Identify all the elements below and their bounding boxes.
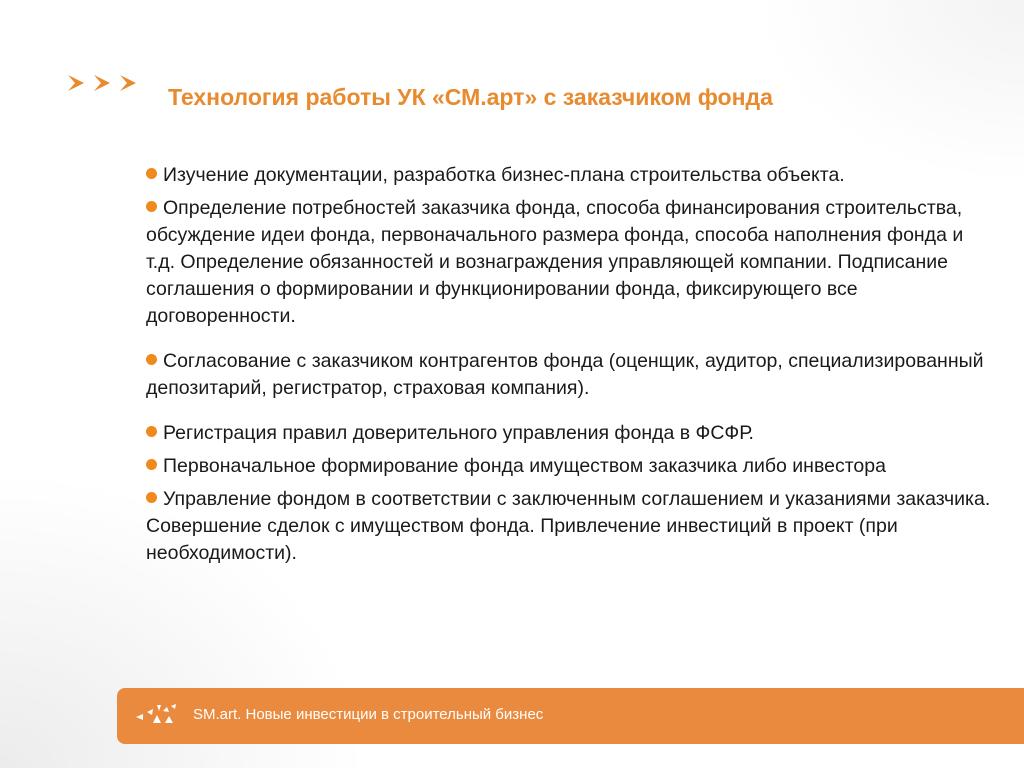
list-item-text: Изучение документации, разработка бизнес-плана строительства объекта. bbox=[163, 164, 845, 186]
smart-logo-icon bbox=[135, 703, 179, 727]
list-item bbox=[146, 453, 996, 480]
list-item-text: Регистрация правил доверительного управления фонда в ФСФР. bbox=[163, 422, 754, 444]
list-item bbox=[146, 486, 996, 567]
slide-title: Технология работы УК «СМ.арт» с заказчиком фонда bbox=[168, 84, 773, 110]
bullet-dot-icon bbox=[146, 201, 157, 212]
list-item-text: Управление фондом в соответствии с заключенным соглашением и указаниями заказчика. Совершение сделок с имуществом фонда. Привлечение инвестиций в проект (при необходимости). bbox=[146, 488, 991, 564]
bullet-dot-icon bbox=[146, 426, 157, 437]
list-item-text: Первоначальное формирование фонда имуществом заказчика либо инвестора bbox=[163, 455, 886, 477]
list-item bbox=[146, 420, 996, 447]
footer-bar bbox=[117, 688, 1024, 744]
bullet-list bbox=[146, 162, 996, 573]
list-item bbox=[146, 162, 996, 189]
bullet-dot-icon bbox=[146, 459, 157, 470]
bullet-dot-icon bbox=[146, 492, 157, 503]
list-item bbox=[146, 195, 996, 330]
bullet-dot-icon bbox=[146, 168, 157, 179]
list-item bbox=[146, 348, 996, 402]
list-item-text: Определение потребностей заказчика фонда, способа финансирования строительства, обсуждение идеи фонда, первоначального размера фонда, способа наполнения фонда и т.д. Определение обязанностей и вознаграждения управляющей компании. Подписание соглашения о формировании и функционировании фонда, фиксирующего все договоренности. bbox=[146, 197, 964, 327]
triple-chevron-icon bbox=[66, 70, 146, 96]
bullet-dot-icon bbox=[146, 354, 157, 365]
footer-text: SM.art. Новые инвестиции в строительный бизнес bbox=[193, 706, 544, 723]
list-item-text: Согласование с заказчиком контрагентов фонда (оценщик, аудитор, специализированный депозитарий, регистратор, страховая компания). bbox=[146, 350, 984, 399]
